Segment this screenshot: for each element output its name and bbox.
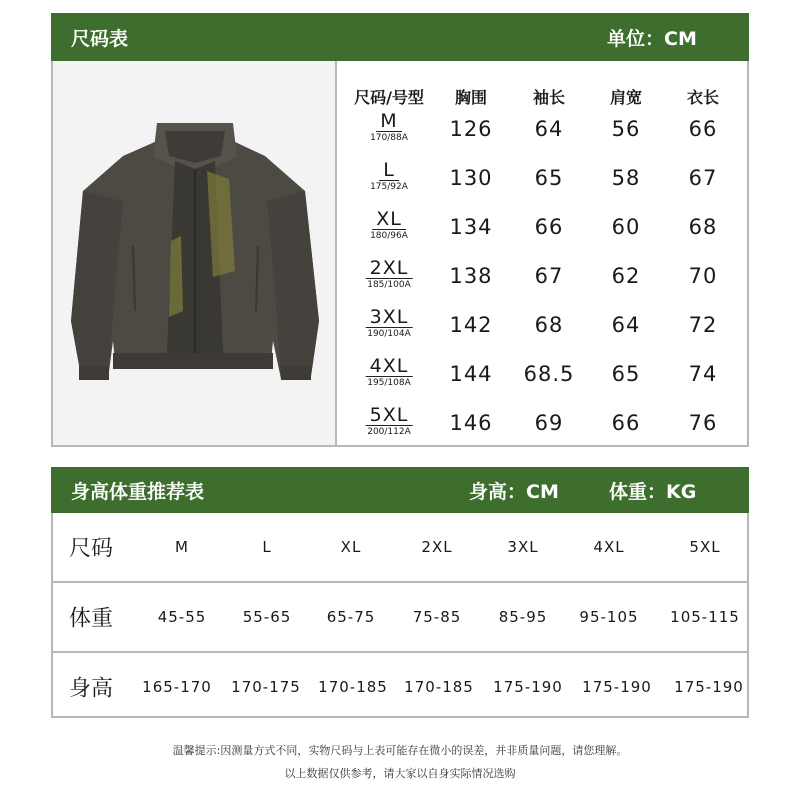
shoulder-value: 58 <box>611 166 641 190</box>
table-row <box>337 160 749 209</box>
weight-value: 45-55 <box>157 608 207 626</box>
size-cell: 5XL 200/112A <box>367 404 411 437</box>
table-row <box>337 258 749 307</box>
size-value: 4XL <box>593 538 625 556</box>
header-length: 衣长 <box>686 88 720 107</box>
chest-value: 134 <box>449 215 493 239</box>
header-size: 尺码/号型 <box>354 88 424 107</box>
size-cell: M 170/88A <box>370 110 408 143</box>
sleeve-value: 64 <box>534 117 564 141</box>
weight-value: 55-65 <box>242 608 292 626</box>
height-unit: 身高：CM <box>469 480 559 503</box>
table-row <box>337 356 749 405</box>
size-value: M <box>175 538 189 556</box>
table-row <box>337 111 749 160</box>
length-value: 70 <box>688 264 718 288</box>
recommend-title: 身高体重推荐表 <box>71 480 205 503</box>
size-value: 3XL <box>507 538 539 556</box>
sleeve-value: 68.5 <box>523 362 575 386</box>
weight-value: 85-95 <box>498 608 548 626</box>
size-cell: 2XL 185/100A <box>367 257 411 290</box>
table-row <box>337 405 749 454</box>
size-cell: 3XL 190/104A <box>367 306 411 339</box>
row-label-size: 尺码 <box>69 536 114 562</box>
size-row <box>53 513 747 583</box>
shoulder-value: 56 <box>611 117 641 141</box>
size-cell: L 175/92A <box>370 159 408 192</box>
length-value: 72 <box>688 313 718 337</box>
chest-value: 130 <box>449 166 493 190</box>
height-value: 165-170 <box>142 678 212 696</box>
weight-value: 105-115 <box>670 608 740 626</box>
length-value: 74 <box>688 362 718 386</box>
size-chart-header <box>51 13 749 61</box>
table-row <box>337 307 749 356</box>
size-chart-unit: 单位：CM <box>607 27 697 50</box>
size-table <box>337 61 749 445</box>
height-value: 170-185 <box>318 678 388 696</box>
chest-value: 144 <box>449 362 493 386</box>
row-label-height: 身高 <box>69 676 114 702</box>
row-label-weight: 体重 <box>69 606 114 632</box>
length-value: 67 <box>688 166 718 190</box>
length-value: 76 <box>688 411 718 435</box>
size-value: 5XL <box>689 538 721 556</box>
weight-unit: 体重：KG <box>609 480 697 503</box>
shoulder-value: 65 <box>611 362 641 386</box>
size-chart-panel <box>51 13 749 447</box>
size-value: L <box>262 538 272 556</box>
height-value: 175-190 <box>674 678 744 696</box>
header-sleeve: 袖长 <box>532 88 566 107</box>
size-value: XL <box>340 538 362 556</box>
weight-value: 65-75 <box>326 608 376 626</box>
chest-value: 142 <box>449 313 493 337</box>
header-chest: 胸围 <box>454 88 488 107</box>
size-cell: XL 180/96A <box>370 208 408 241</box>
size-value: 2XL <box>421 538 453 556</box>
recommend-panel <box>51 467 749 718</box>
sleeve-value: 65 <box>534 166 564 190</box>
table-row <box>337 209 749 258</box>
jacket-illustration <box>53 61 335 445</box>
height-value: 170-185 <box>404 678 474 696</box>
size-cell: 4XL 195/108A <box>367 355 411 388</box>
height-row <box>53 653 747 721</box>
chest-value: 126 <box>449 117 493 141</box>
chest-value: 146 <box>449 411 493 435</box>
recommend-header <box>51 467 749 513</box>
jacket-image <box>53 61 337 445</box>
weight-row <box>53 583 747 653</box>
height-value: 175-190 <box>582 678 652 696</box>
height-value: 170-175 <box>231 678 301 696</box>
shoulder-value: 66 <box>611 411 641 435</box>
sleeve-value: 67 <box>534 264 564 288</box>
sleeve-value: 69 <box>534 411 564 435</box>
size-chart-title: 尺码表 <box>71 27 129 50</box>
length-value: 66 <box>688 117 718 141</box>
shoulder-value: 62 <box>611 264 641 288</box>
length-value: 68 <box>688 215 718 239</box>
notice-line-2: 以上数据仅供参考，请大家以自身实际情况选购 <box>284 767 516 780</box>
sleeve-value: 66 <box>534 215 564 239</box>
weight-value: 95-105 <box>579 608 639 626</box>
height-value: 175-190 <box>493 678 563 696</box>
weight-value: 75-85 <box>412 608 462 626</box>
shoulder-value: 60 <box>611 215 641 239</box>
notice-line-1: 温馨提示:因测量方式不同，实物尺码与上表可能存在微小的误差，并非质量问题，请您理解。 <box>172 744 628 757</box>
shoulder-value: 64 <box>611 313 641 337</box>
chest-value: 138 <box>449 264 493 288</box>
header-shoulder: 肩宽 <box>609 88 643 107</box>
sleeve-value: 68 <box>534 313 564 337</box>
